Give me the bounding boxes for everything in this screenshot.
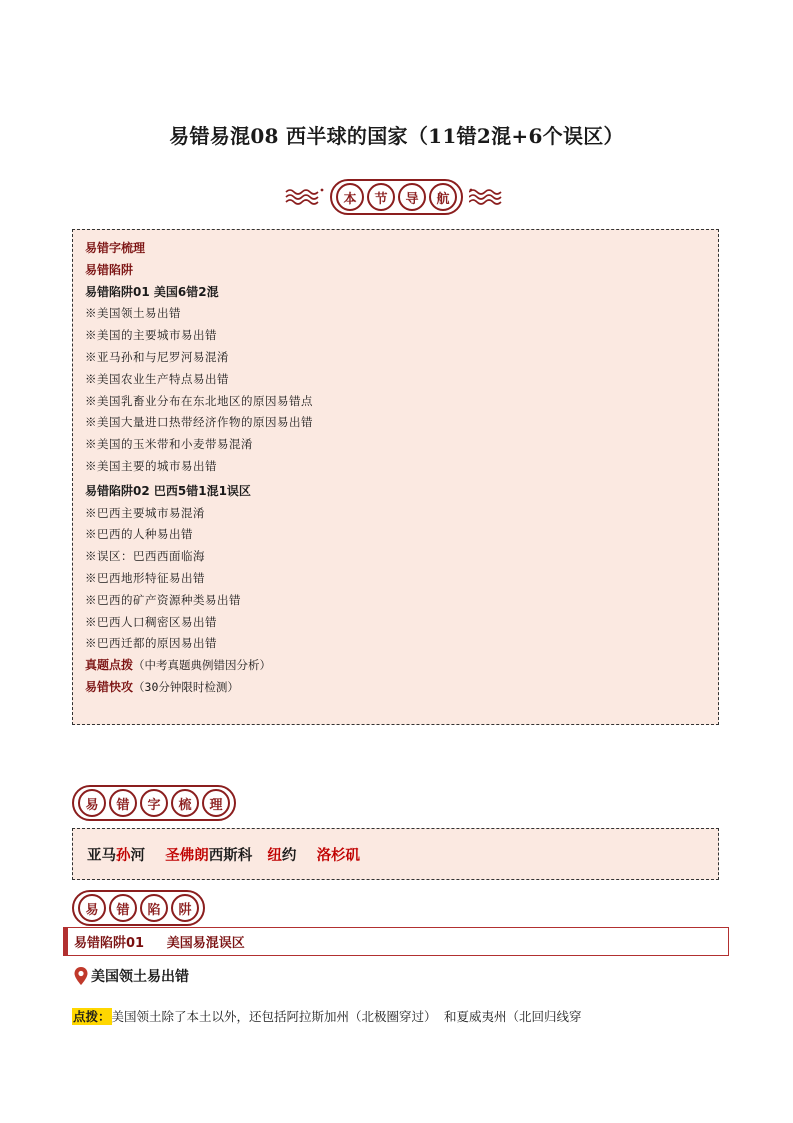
- section-banner-pill: [72, 890, 205, 926]
- word-segment: 河: [130, 847, 166, 864]
- nav-kuaigong-note: （30分钟限时检测）: [133, 679, 239, 694]
- nav-item[interactable]: ※巴西地形特征易出错: [85, 570, 205, 585]
- banner-char: 航: [429, 183, 457, 211]
- banner-char: 节: [367, 183, 395, 211]
- banner-char: 陷: [140, 894, 168, 922]
- navigation-box: [72, 229, 719, 725]
- nav-link-kuaigong[interactable]: [85, 677, 718, 699]
- wave-decoration-left-icon: [284, 186, 324, 208]
- hint-text: 美国领土除了本土以外，还包括阿拉斯加州（北极圈穿过） 和夏威夷州（北回归线穿: [111, 1009, 582, 1024]
- nav-item[interactable]: ※亚马孙和与尼罗河易混淆: [85, 349, 229, 364]
- nav-item[interactable]: ※巴西的矿产资源种类易出错: [85, 592, 241, 607]
- nav-kuaigong-label: 易错快攻: [85, 679, 134, 694]
- nav-banner: [0, 180, 793, 214]
- banner-char: 理: [202, 789, 230, 817]
- word-segment-red: 孙: [116, 847, 131, 864]
- section-banner-pill: [72, 785, 236, 821]
- nav-link-zhenti[interactable]: [85, 655, 718, 677]
- nav-item[interactable]: ※美国大量进口热带经济作物的原因易出错: [85, 415, 313, 430]
- word-segment: 西斯科: [208, 847, 268, 864]
- nav-item[interactable]: ※巴西迁都的原因易出错: [85, 636, 217, 651]
- hint-paragraph: [72, 1007, 722, 1027]
- banner-char: 阱: [171, 894, 199, 922]
- trap-bar-accent: [64, 928, 68, 955]
- word-segment-red: 洛杉矶: [316, 847, 361, 864]
- section-banner-xianjing: [72, 890, 205, 926]
- banner-char: 错: [109, 894, 137, 922]
- trap-heading-text: 易错陷阱01 美国易混误区: [74, 936, 245, 951]
- nav-item[interactable]: ※美国领土易出错: [85, 306, 181, 321]
- nav-link-yicuozi[interactable]: 易错字梳理: [85, 241, 146, 255]
- confusable-words-box: [72, 828, 719, 880]
- nav-item[interactable]: ※巴西的人种易出错: [85, 527, 193, 542]
- hint-tag: 点拨：: [73, 1009, 111, 1024]
- nav-item[interactable]: ※美国乳畜业分布在东北地区的原因易错点: [85, 393, 313, 408]
- nav-item[interactable]: ※美国主要的城市易出错: [85, 458, 217, 473]
- word-segment-red: 圣佛朗: [165, 847, 209, 864]
- banner-char: 梳: [171, 789, 199, 817]
- word-segment: 亚马: [87, 847, 116, 864]
- banner-char: 字: [140, 789, 168, 817]
- location-pin-icon: [73, 966, 89, 986]
- topic-heading: [73, 966, 189, 986]
- nav-item[interactable]: ※美国的主要城市易出错: [85, 328, 217, 343]
- nav-link-yicuoxianjing[interactable]: 易错陷阱: [85, 262, 134, 277]
- nav-link-trap-01[interactable]: 易错陷阱01 美国6错2混: [85, 284, 219, 299]
- nav-item[interactable]: ※美国的玉米带和小麦带易混淆: [85, 437, 253, 452]
- nav-zhenti-note: （中考真题典例错因分析）: [133, 658, 272, 673]
- nav-item[interactable]: ※巴西主要城市易混淆: [85, 505, 205, 520]
- nav-banner-pill: [330, 179, 463, 215]
- banner-char: 本: [336, 183, 364, 211]
- nav-item[interactable]: ※巴西人口稠密区易出错: [85, 614, 217, 629]
- topic-heading-text: 美国领土易出错: [91, 969, 189, 985]
- nav-link-trap-02[interactable]: 易错陷阱02 巴西5错1混1误区: [85, 483, 251, 498]
- nav-zhenti-label: 真题点拨: [85, 658, 134, 673]
- banner-char: 导: [398, 183, 426, 211]
- banner-char: 易: [78, 894, 106, 922]
- word-segment: 约: [281, 847, 317, 864]
- word-segment-red: 纽: [267, 847, 282, 864]
- banner-char: 易: [78, 789, 106, 817]
- section-banner-yicuozi: [72, 785, 236, 821]
- nav-item[interactable]: ※误区：巴西西面临海: [85, 549, 205, 564]
- nav-item[interactable]: ※美国农业生产特点易出错: [85, 371, 229, 386]
- trap-heading-bar: [63, 927, 729, 956]
- page-title: 易错易混08 西半球的国家（11错2混+6个误区）: [169, 124, 624, 148]
- wave-decoration-right-icon: [469, 186, 509, 208]
- banner-char: 错: [109, 789, 137, 817]
